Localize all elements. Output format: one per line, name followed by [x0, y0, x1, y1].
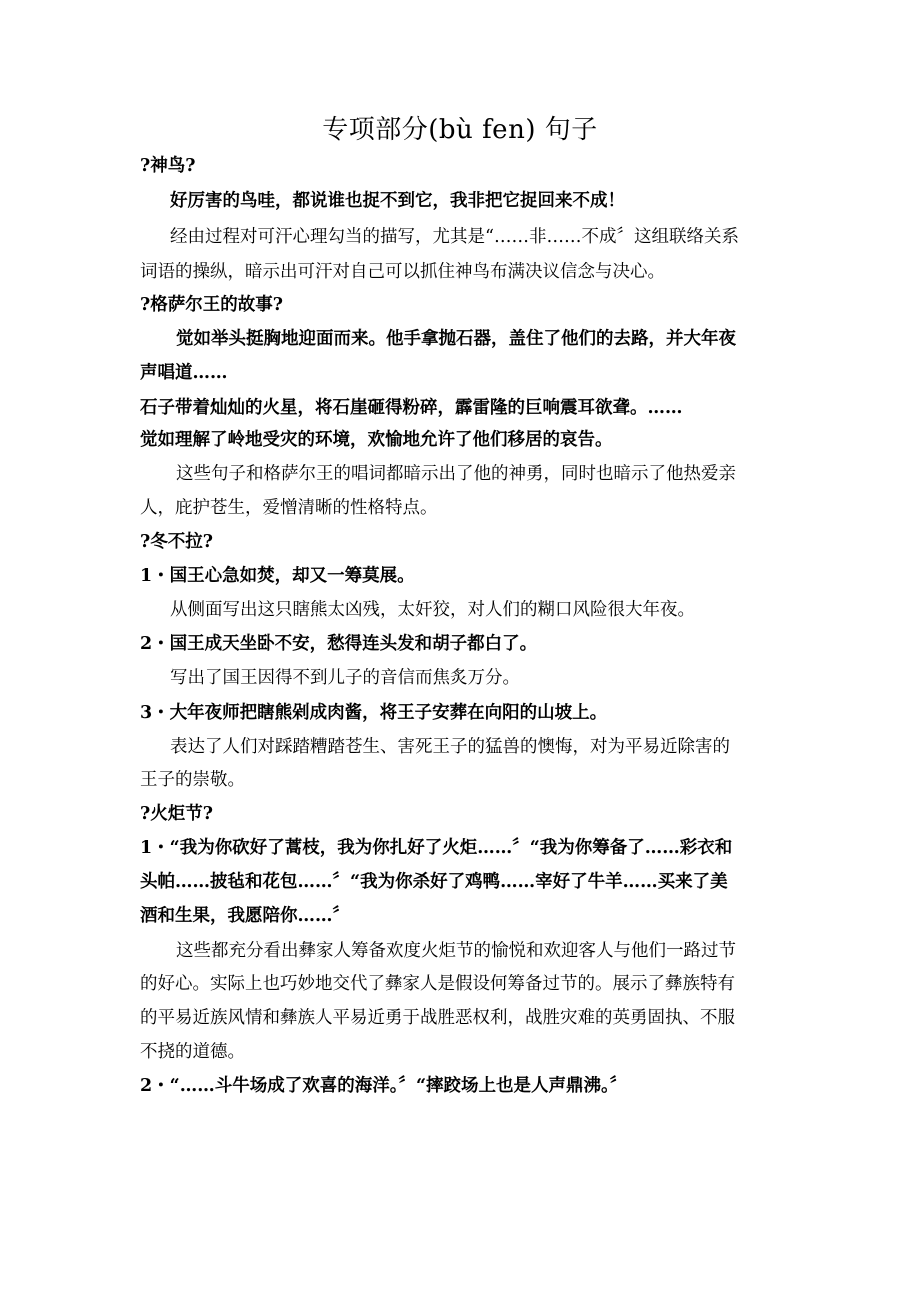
analysis-line: 人，庇护苍生，爱憎清晰的性格特点。: [140, 498, 438, 518]
quote-line: 1・“我为你砍好了蒿枝，我为你扎好了火炬……〞“我为你筹备了……彩衣和: [140, 838, 733, 858]
quote-line: 声唱道……: [140, 363, 228, 383]
quote-line: 3・大年夜师把瞎熊剁成肉酱，将王子安葬在向阳的山坡上。: [140, 703, 608, 723]
section-heading-shenniao: ?神鸟?: [140, 156, 196, 176]
quote-line: 2・“……斗牛场成了欢喜的海洋。〞“摔跤场上也是人声鼎沸。〞: [140, 1076, 628, 1096]
analysis-line: 不挠的道德。: [140, 1042, 245, 1062]
analysis-line: 经由过程对可汗心理勾当的描写，尤其是“……非……不成〞这组联络关系: [170, 227, 739, 247]
analysis-line: 的平易近族风情和彝族人平易近勇于战胜恶权利，战胜灾难的英勇固执、不服: [140, 1008, 735, 1028]
analysis-line: 这些句子和格萨尔王的唱词都暗示出了他的神勇，同时也暗示了他热爱亲: [176, 464, 736, 484]
section-heading-huojujie: ?火炬节?: [140, 804, 214, 824]
analysis-line: 的好心。实际上也巧妙地交代了彝家人是假设何筹备过节的。展示了彝族特有: [140, 974, 735, 994]
section-heading-gesaer: ?格萨尔王的故事?: [140, 295, 284, 315]
analysis-line: 表达了人们对踩踏糟踏苍生、害死王子的猛兽的懊悔，对为平易近除害的: [170, 737, 730, 757]
quote-line: 好厉害的鸟哇，都说谁也捉不到它，我非把它捉回来不成！: [170, 191, 625, 211]
quote-line: 头帕……披毡和花包……〞“我为你杀好了鸡鸭……宰好了牛羊……买来了美: [140, 872, 728, 892]
quote-line: 2・国王成天坐卧不安，愁得连头发和胡子都白了。: [140, 634, 538, 654]
quote-line: 觉如理解了岭地受灾的环境，欢愉地允许了他们移居的哀告。: [140, 430, 613, 450]
analysis-line: 词语的操纵，暗示出可汗对自己可以抓住神鸟布满决议信念与决心。: [140, 262, 665, 282]
analysis-line: 王子的崇敬。: [140, 770, 245, 790]
quote-line: 1・国王心急如焚，却又一筹莫展。: [140, 566, 415, 586]
quote-line: 觉如举头挺胸地迎面而来。他手拿抛石器，盖住了他们的去路，并大年夜: [176, 329, 736, 349]
page-title: 专项部分(bù fen) 句子: [322, 115, 598, 145]
quote-line: 酒和生果，我愿陪你……〞: [140, 906, 350, 926]
section-heading-dongbula: ?冬不拉?: [140, 532, 214, 552]
analysis-line: 写出了国王因得不到儿子的音信而焦炙万分。: [170, 668, 520, 688]
quote-line: 石子带着灿灿的火星，将石崖砸得粉碎，霹雷隆的巨响震耳欲聋。……: [140, 398, 683, 418]
analysis-line: 从侧面写出这只瞎熊太凶残，太奸狡，对人们的糊口风险很大年夜。: [170, 600, 695, 620]
analysis-line: 这些都充分看出彝家人筹备欢度火炬节的愉悦和欢迎客人与他们一路过节: [176, 941, 736, 961]
